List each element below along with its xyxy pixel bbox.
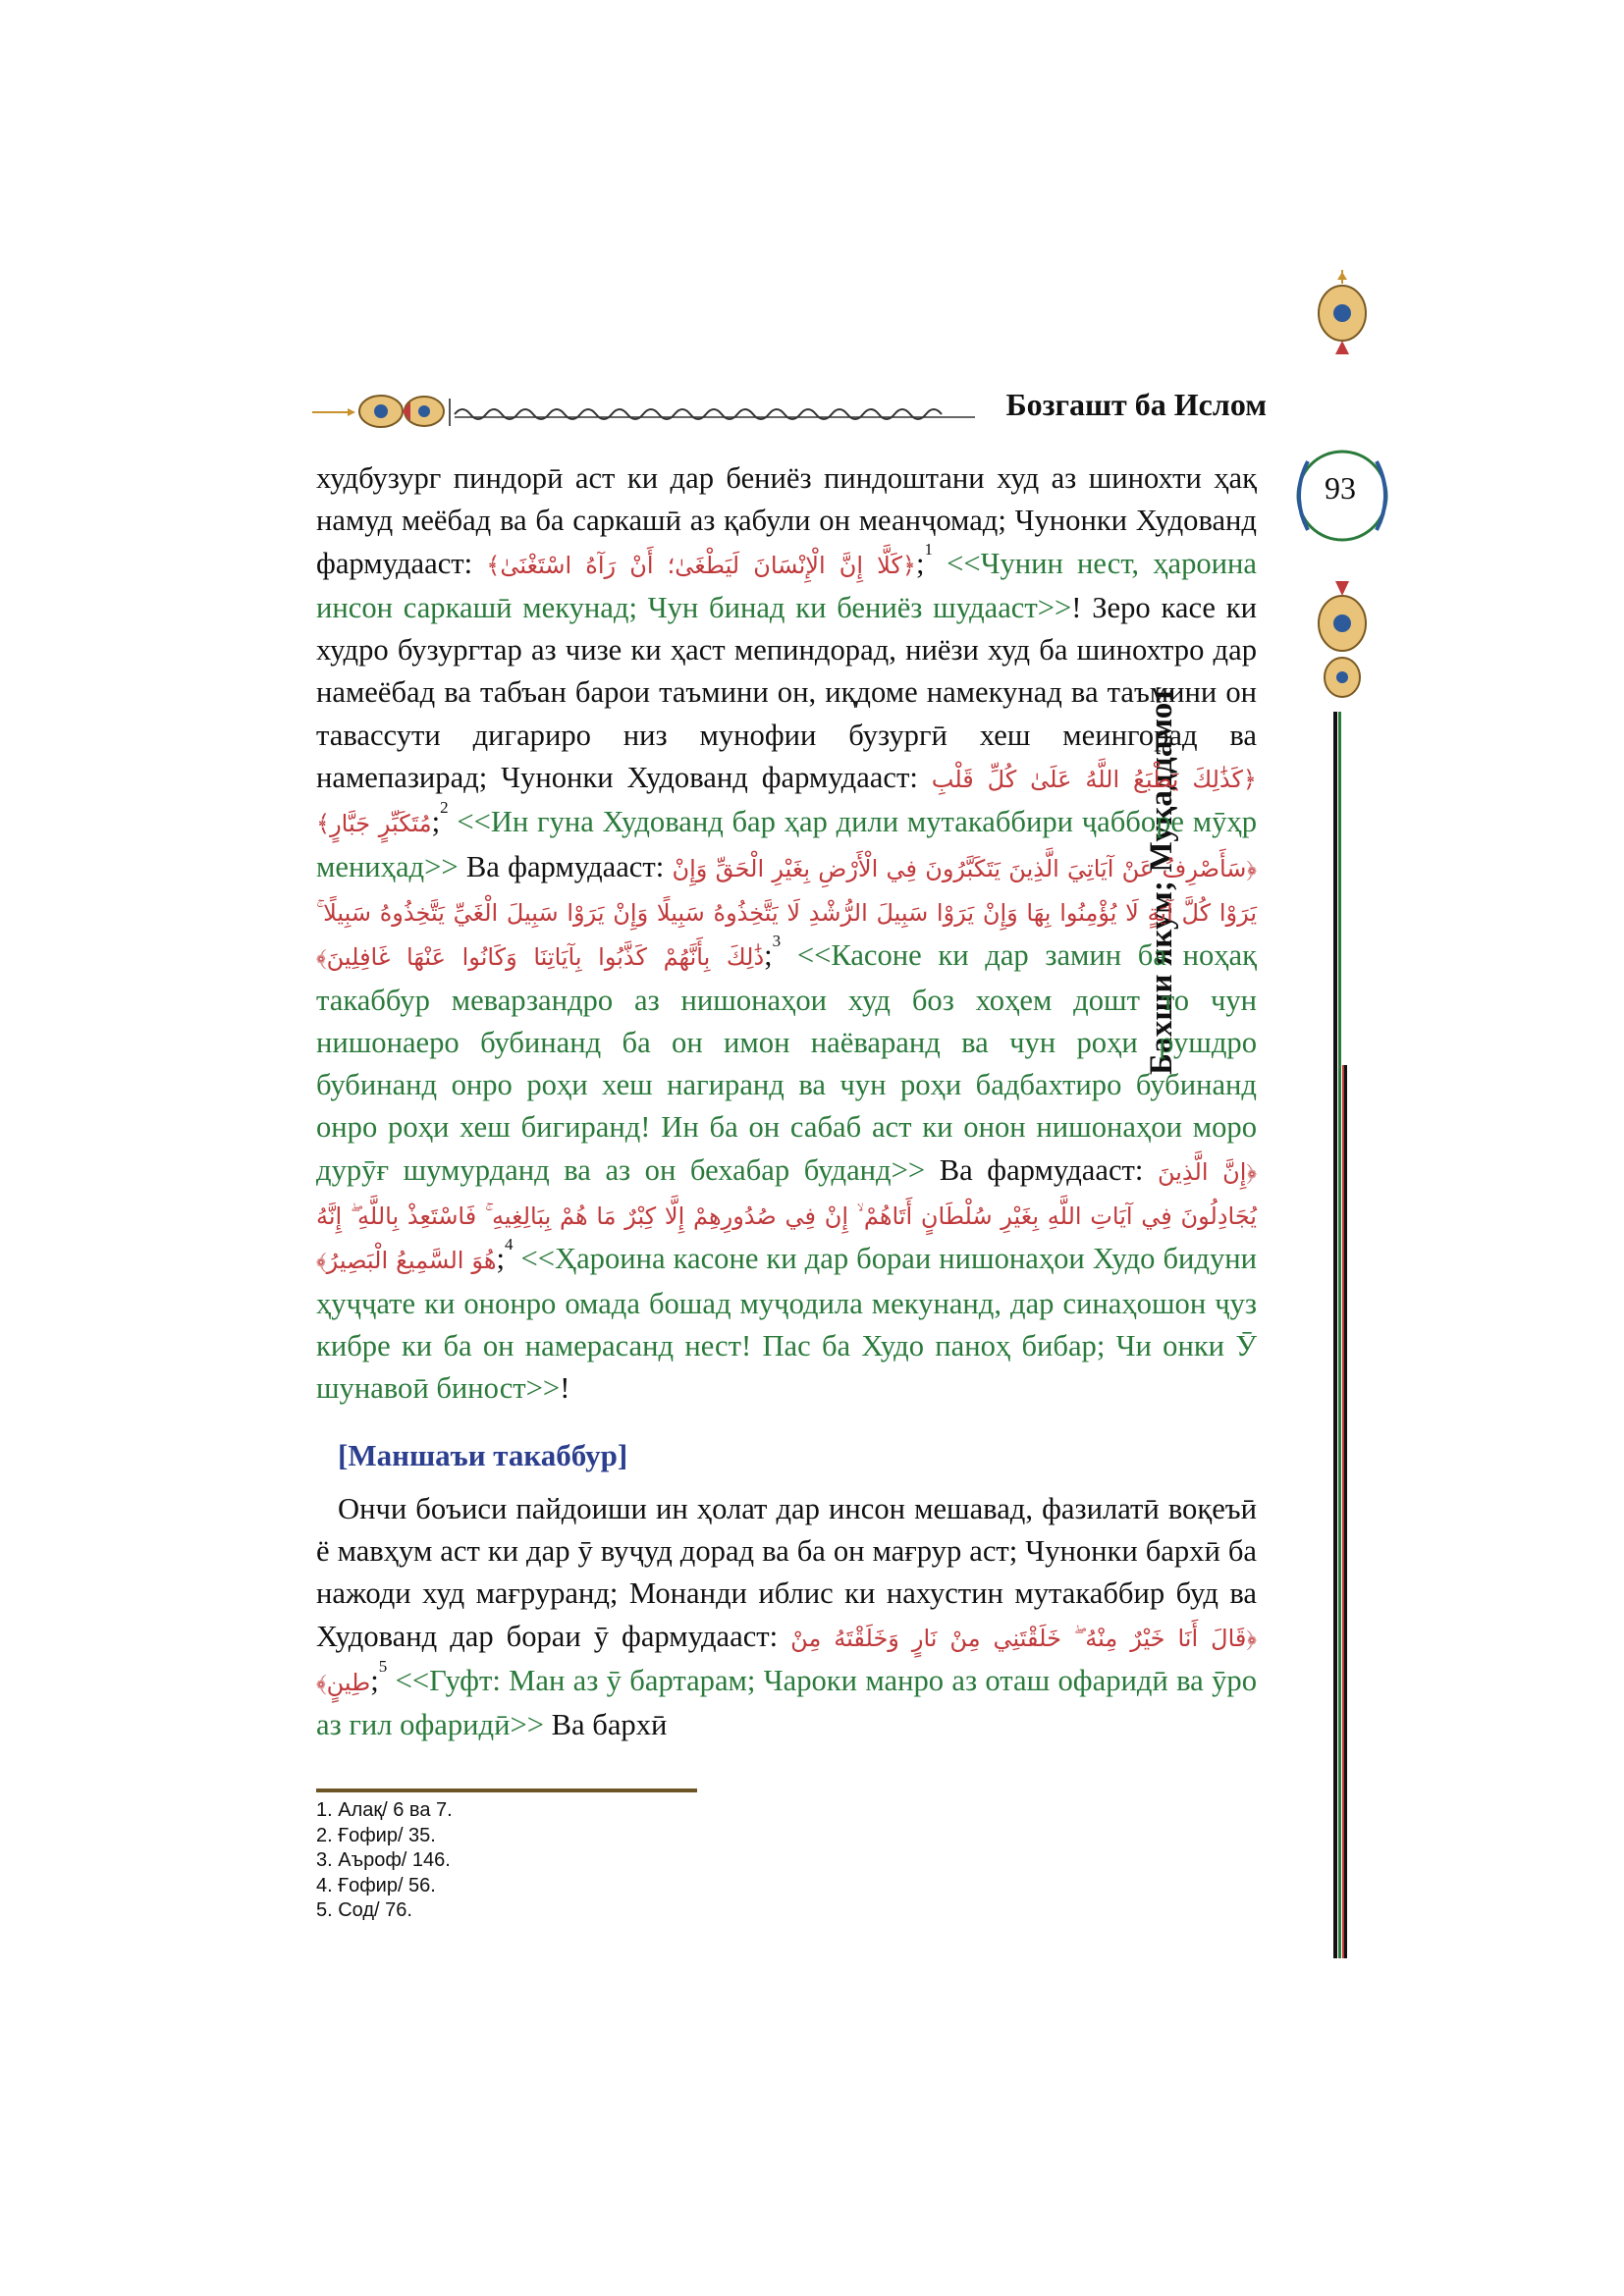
text-run: Ва фармудааст: (458, 849, 673, 883)
footnotes (316, 1798, 453, 1924)
side-section-title (1144, 686, 1313, 1077)
footnote-ref: 5 (378, 1657, 388, 1677)
quran-verse: ﴿كَلَّا إِنَّ الْإِنْسَانَ لَيَطْغَىٰ؛ أَنْ رَآهُ اسْتَغْنَىٰ﴾ (486, 551, 916, 579)
translation: <<Ҳароина касоне ки дар бораи нишонаҳои Худо бидуни ҳуҷҷате ки ононро омада бошад муҷодила мекунанд, дар синаҳошон ҷуз кибре ки ба он намерасанд нест! Пас ба Худо паноҳ бибар; Чи онки Ӯ шунавоӣ биност>> (316, 1242, 1257, 1406)
translation: <<Ин гуна Худованд бар ҳар дили мутакаббири ҷабборе мӯҳр мениҳад>> (316, 805, 1257, 883)
footnote-ref: 2 (440, 798, 449, 818)
footnote-4: 4. Ғофир/ 56. (316, 1874, 436, 1896)
footnote-3: 3. Аъроф/ 146. (316, 1849, 451, 1872)
header-title: Бозгашт ба Ислом (1005, 387, 1267, 422)
text-run: худбузург пиндорӣ аст ки дар бениёз пиндоштани худ аз шинохти ҳақ намуд меёбад ва ба саркашӣ аз қабули он меанҷомад; Чунонки Худованд фармудааст: (316, 461, 1257, 580)
footnote-ref: 4 (504, 1235, 514, 1255)
text-run: Ва бархӣ (543, 1708, 668, 1742)
footnote-1: 1. Алақ/ 6 ва 7. (316, 1799, 453, 1821)
text-run: ! (560, 1371, 570, 1406)
paragraph-1: худбузург пиндорӣ аст ки дар бениёз пиндоштани худ аз шинохти ҳақ намуд меёбад ва ба саркашӣ аз қабули он меанҷомад; Чунонки Худованд фармудааст: ﴿كَلَّا إِنَّ الْإِنْسَانَ لَيَطْغَىٰ؛ أَنْ رَآهُ اسْتَغْنَىٰ﴾;$^1$ <<Чунин нест, ҳароина инсон саркашӣ мекунад; Чун бинад ки бениёз шудааст>>! Зеро касе ки худро бузургтар аз чизе ки ҳаст мепиндорад, ниёзи худ ба шинохтро дар намеёбад ва табъан барои таъмини он, иқдоме намекунад ва таъмини он тавассути дигариро низ мунофии бузургӣ хеш меингорад ва намепазирад; Чунонки Худованд фармудааст: ﴿كَذَٰلِكَ يَطْبَعُ اللَّهُ عَلَىٰ كُلِّ قَلْبِ مُتَكَبِّرٍ جَبَّارٍ﴾;$^2$ <<Ин гуна Худованд бар ҳар дили мутакаббири ҷабборе мӯҳр мениҳад>> Ва фармудааст: ﴿سَأَصْرِفُ عَنْ آيَاتِيَ الَّذِينَ يَتَكَبَّرُونَ فِي الْأَرْضِ بِغَيْرِ الْحَقِّ وَإِنْ يَرَوْا كُلَّ آيَةٍ لَا يُؤْمِنُوا بِهَا وَإِنْ يَرَوْا سَبِيلَ الرُّشْدِ لَا يَتَّخِذُوهُ سَبِيلًا وَإِنْ يَرَوْا سَبِيلَ الْغَيِّ يَتَّخِذُوهُ سَبِيلًا ۚ ذَٰلِكَ بِأَنَّهُمْ كَذَّبُوا بِآيَاتِنَا وَكَانُوا عَنْهَا غَافِلِينَ﴾;$^3$ <<Касоне ки дар замин ба ноҳақ такаббур меварзандро аз нишонаҳои худ боз хоҳем дошт то чун нишонаеро бубинанд ба он имон наёваранд ва чун роҳи рушдро бубинанд онро роҳи хеш нагиранд ва чун роҳи бадбахтиро бубинанд онро роҳи хеш бигиранд! Ин ба он сабаб аст ки онон нишонаҳои моро дурӯғ шумурданд ва аз он бехабар буданд>> Ва фармудааст: ﴿إِنَّ الَّذِينَ يُجَادِلُونَ فِي آيَاتِ اللَّهِ بِغَيْرِ سُلْطَانٍ أَتَاهُمْ ۙ إِنْ فِي صُدُورِهِمْ إِلَّا كِبْرٌ مَا هُمْ بِبَالِغِيهِ ۚ فَاسْتَعِذْ بِاللَّهِ ۖ إِنَّهُ هُوَ السَّمِيعُ الْبَصِيرُ﴾;$^4$ <<Ҳароина касоне ки дар бораи нишонаҳои Худо бидуни ҳуҷҷате ки ононро омада бошад муҷодила мекунанд, дар синаҳошон ҷуз кибре ки ба он намерасанд нест! Пас ба Худо паноҳ бибар; Чи онки Ӯ шунавоӣ биност>>! (316, 461, 1257, 1406)
translation: <<Гуфт: Ман аз ӯ бартарам; Чароки манро аз оташ офаридӣ ва ӯро аз гил офаридӣ>> (316, 1664, 1257, 1742)
translation: <<Чунин нест, ҳароина инсон саркашӣ мекунад; Чун бинад ки бениёз шудааст>> (316, 546, 1257, 624)
text-run: ! Зеро касе ки худро бузургтар аз чизе ки ҳаст мепиндорад, ниёзи худ ба шинохтро дар намеёбад ва табъан барои таъмини он, иқдоме намекунад ва таъмини он тавассути дигариро низ мунофии бузургӣ хеш меингорад ва намепазирад; Чунонки Худованд фармудааст: (316, 590, 1257, 795)
quran-verse: ﴿كَذَٰلِكَ يَطْبَعُ اللَّهُ عَلَىٰ كُلِّ قَلْبِ مُتَكَبِّرٍ جَبَّارٍ﴾ (316, 766, 1257, 838)
header-ornament (312, 385, 1000, 434)
section-heading: [Маншаъи такаббур] (338, 1437, 628, 1472)
quran-verse: ﴿إِنَّ الَّذِينَ يُجَادِلُونَ فِي آيَاتِ اللَّهِ بِغَيْرِ سُلْطَانٍ أَتَاهُمْ ۙ إِنْ فِي صُدُورِهِمْ إِلَّا كِبْرٌ مَا هُمْ بِبَالِغِيهِ ۚ فَاسْتَعِذْ بِاللَّهِ ۖ إِنَّهُ هُوَ السَّمِيعُ الْبَصِيرُ﴾ (316, 1157, 1257, 1275)
page-number: 93 (1325, 470, 1356, 506)
quran-verse: ﴿سَأَصْرِفُ عَنْ آيَاتِيَ الَّذِينَ يَتَكَبَّرُونَ فِي الْأَرْضِ بِغَيْرِ الْحَقِّ وَإِنْ يَرَوْا كُلَّ آيَةٍ لَا يُؤْمِنُوا بِهَا وَإِنْ يَرَوْا سَبِيلَ الرُّشْدِ لَا يَتَّخِذُوهُ سَبِيلًا وَإِنْ يَرَوْا سَبِيلَ الْغَيِّ يَتَّخِذُوهُ سَبِيلًا ۚ ذَٰلِكَ بِأَنَّهُمْ كَذَّبُوا بِآيَاتِنَا وَكَانُوا عَنْهَا غَافِلِينَ﴾ (316, 854, 1257, 972)
running-header (312, 385, 1267, 434)
translation: <<Касоне ки дар замин ба ноҳақ такаббур меварзандро аз нишонаҳои худ боз хоҳем дошт то чун нишонаеро бубинанд ба он имон наёваранд ва чун роҳи рушдро бубинанд онро роҳи хеш нагиранд ва чун роҳи бадбахтиро бубинанд онро роҳи хеш бигиранд! Ин ба он сабаб аст ки онон нишонаҳои моро дурӯғ шумурданд ва аз он бехабар буданд>> (316, 938, 1257, 1187)
side-rail (1333, 712, 1349, 1958)
footnote-ref: 1 (924, 539, 933, 559)
paragraph-2: Ончи боъиси пайдоиши ин ҳолат дар инсон мешавад, фазилатӣ воқеъӣ ё мавҳум аст ки дар ӯ вуҷуд дорад ва ба он мағрур аст; Чунонки бархӣ ба нажоди худ мағруранд; Монанди иблис ки нахустин мутакаббир буд ва Худованд дар бораи ӯ фармудааст: ﴿قَالَ أَنَا خَيْرٌ مِنْهُ ۖ خَلَقْتَنِي مِنْ نَارٍ وَخَلَقْتَهُ مِنْ طِينٍ﴾;$^5$ <<Гуфт: Ман аз ӯ бартарам; Чароки манро аз оташ офаридӣ ва ӯро аз гил офаридӣ>> Ва бархӣ (316, 1491, 1257, 1742)
quran-verse: ﴿قَالَ أَنَا خَيْرٌ مِنْهُ ۖ خَلَقْتَنِي مِنْ نَارٍ وَخَلَقْتَهُ مِنْ طِينٍ﴾ (316, 1624, 1257, 1697)
body-text (316, 457, 1257, 1747)
footnote-rule (316, 1789, 697, 1792)
side-section-title-text: Бахши якум; Муқаддамот (1144, 686, 1179, 1075)
footnote-2: 2. Ғофир/ 35. (316, 1824, 436, 1846)
text-run: Ва фармудааст: (925, 1152, 1158, 1187)
footnote-5: 5. Сод/ 76. (316, 1899, 412, 1922)
text-run: Ончи боъиси пайдоиши ин ҳолат дар инсон мешавад, фазилатӣ воқеъӣ ё мавҳум аст ки дар ӯ вуҷуд дорад ва ба он мағрур аст; Чунонки бархӣ ба нажоди худ мағруранд; Монанди иблис ки нахустин мутакаббир буд ва Худованд дар бораи ӯ фармудааст: (316, 1491, 1257, 1653)
footnote-ref: 3 (772, 932, 782, 951)
